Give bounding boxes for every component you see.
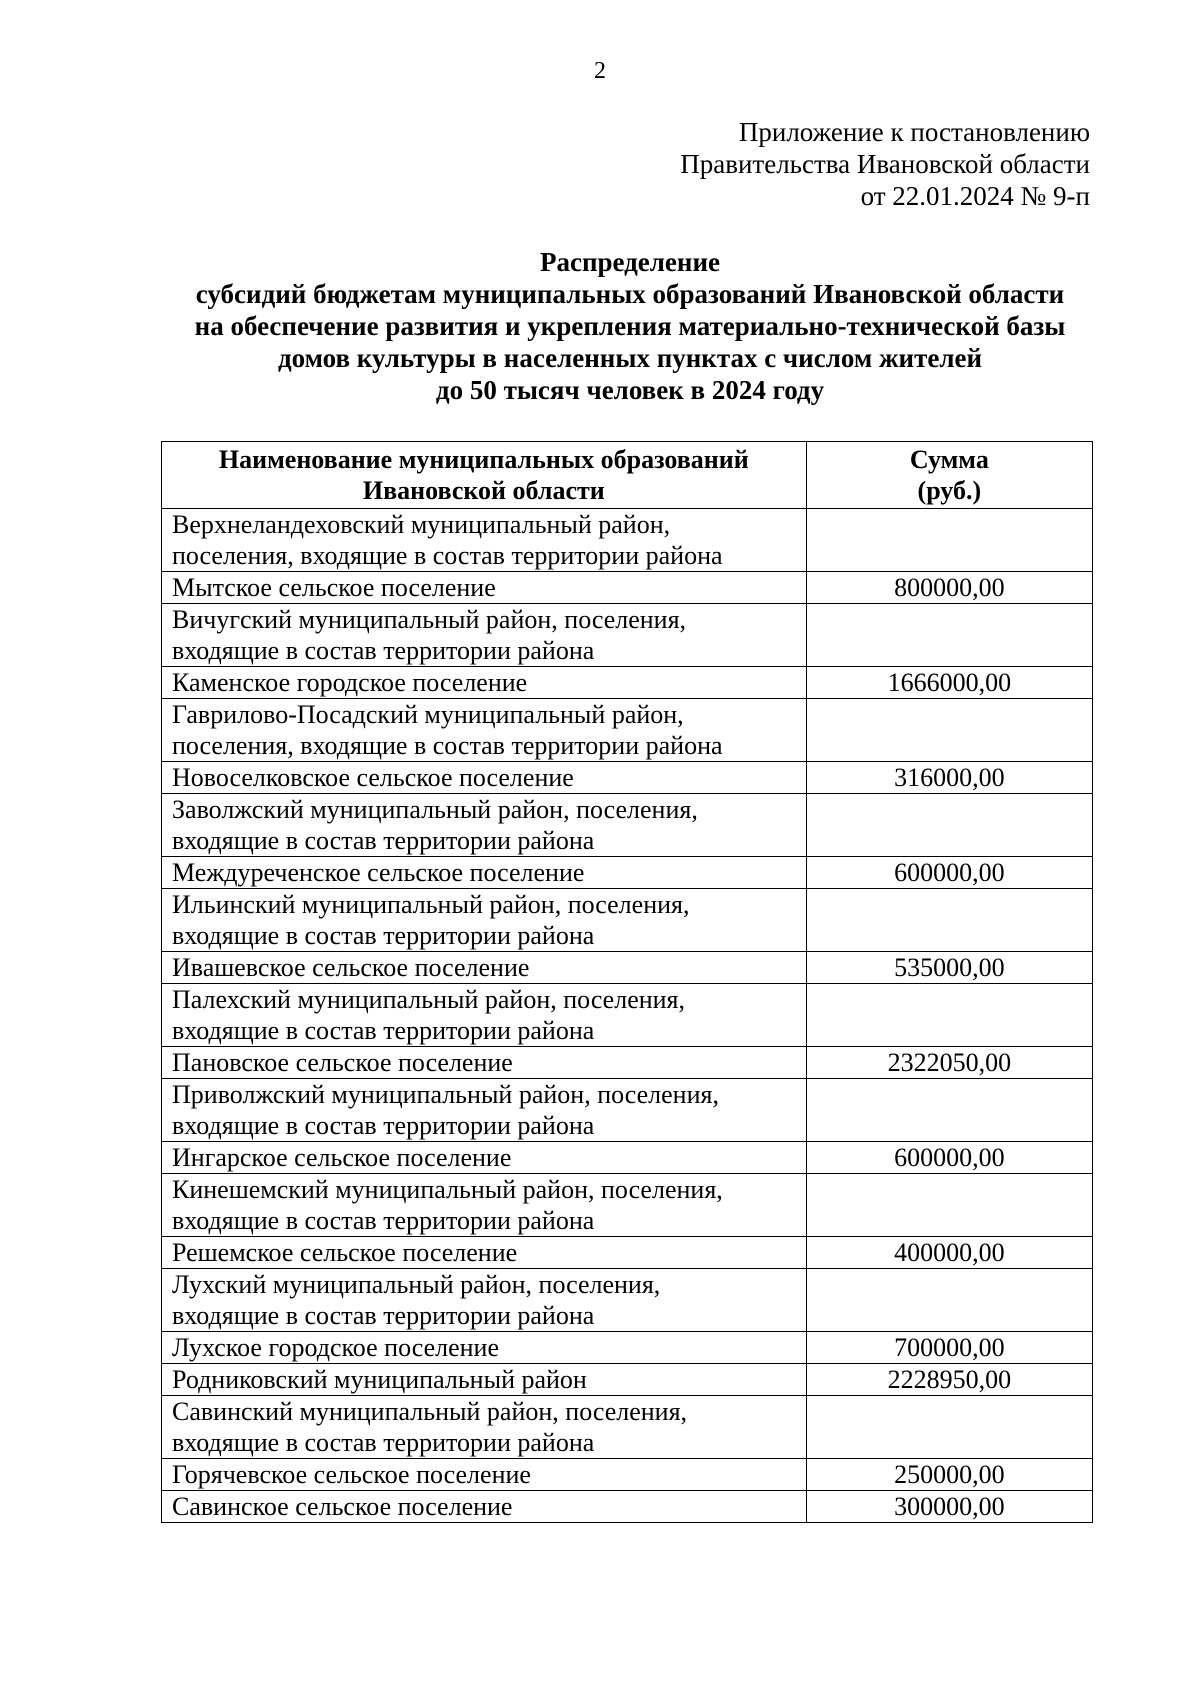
municipality-name-line: входящие в состав территории района: [172, 1301, 595, 1330]
distribution-table: [161, 441, 1093, 1523]
title-line: субсидий бюджетам муниципальных образований Ивановской области: [195, 279, 1065, 309]
municipality-name-cell: [162, 1269, 807, 1332]
table-row: [162, 1491, 1093, 1523]
amount-cell: 600000,00: [806, 1142, 1092, 1174]
municipality-name-cell: [162, 667, 807, 699]
municipality-name-line: Верхнеландеховский муниципальный район,: [172, 510, 671, 539]
header-name-cell: [162, 442, 807, 509]
table-row: [162, 572, 1093, 604]
table-row: [162, 984, 1093, 1047]
table-row: [162, 667, 1093, 699]
header-name-line: Ивановской области: [362, 476, 605, 505]
table-row: [162, 509, 1093, 572]
amount-cell: 250000,00: [806, 1459, 1092, 1491]
table-row: [162, 1174, 1093, 1237]
municipality-name-line: входящие в состав территории района: [172, 636, 595, 665]
amount-cell: [806, 699, 1092, 762]
municipality-name-cell: [162, 1047, 807, 1079]
municipality-name-line: входящие в состав территории района: [172, 826, 595, 855]
table-row: [162, 604, 1093, 667]
table-row: [162, 1364, 1093, 1396]
amount-cell: [806, 1269, 1092, 1332]
municipality-name-line: поселения, входящие в состав территории района: [172, 731, 723, 760]
municipality-name-line: Савинское сельское поселение: [172, 1492, 513, 1521]
amount-cell: [806, 604, 1092, 667]
amount-cell: 535000,00: [806, 952, 1092, 984]
table-row: [162, 952, 1093, 984]
table-row: [162, 857, 1093, 889]
municipality-name-cell: [162, 1079, 807, 1142]
municipality-name-line: входящие в состав территории района: [172, 1111, 595, 1140]
amount-cell: 300000,00: [806, 1491, 1092, 1523]
municipality-name-cell: [162, 1491, 807, 1523]
municipality-name-line: Кинешемский муниципальный район, поселения,: [172, 1175, 723, 1204]
municipality-name-line: Вичугский муниципальный район, поселения,: [172, 605, 687, 634]
amount-cell: 2228950,00: [806, 1364, 1092, 1396]
document-title: [0, 246, 1200, 406]
appendix-line: Приложение к постановлению: [738, 117, 1090, 147]
municipality-name-cell: [162, 1142, 807, 1174]
municipality-name-line: Междуреченское сельское поселение: [172, 858, 585, 887]
table-row: [162, 1332, 1093, 1364]
amount-cell: 400000,00: [806, 1237, 1092, 1269]
municipality-name-line: входящие в состав территории района: [172, 1428, 595, 1457]
amount-cell: [806, 984, 1092, 1047]
municipality-name-cell: [162, 889, 807, 952]
municipality-name-cell: [162, 1237, 807, 1269]
table-row: [162, 794, 1093, 857]
table-row: [162, 1459, 1093, 1491]
amount-cell: [806, 889, 1092, 952]
amount-cell: [806, 1396, 1092, 1459]
municipality-name-line: Заволжский муниципальный район, поселения,: [172, 795, 698, 824]
municipality-name-cell: [162, 857, 807, 889]
amount-cell: 600000,00: [806, 857, 1092, 889]
municipality-name-line: Ильинский муниципальный район, поселения,: [172, 890, 690, 919]
table-header-row: [162, 442, 1093, 509]
municipality-name-cell: [162, 1174, 807, 1237]
amount-cell: 2322050,00: [806, 1047, 1092, 1079]
municipality-name-line: Гаврилово-Посадский муниципальный район,: [172, 700, 684, 729]
municipality-name-cell: [162, 1459, 807, 1491]
header-sum-cell: [806, 442, 1092, 509]
appendix-line: Правительства Ивановской области: [680, 149, 1090, 179]
table-row: [162, 889, 1093, 952]
municipality-name-line: Ивашевское сельское поселение: [172, 953, 530, 982]
municipality-name-cell: [162, 1364, 807, 1396]
amount-cell: 700000,00: [806, 1332, 1092, 1364]
municipality-name-line: Мытское сельское поселение: [172, 573, 496, 602]
municipality-name-cell: [162, 604, 807, 667]
table-row: [162, 1396, 1093, 1459]
municipality-name-line: Савинский муниципальный район, поселения,: [172, 1397, 688, 1426]
municipality-name-cell: [162, 794, 807, 857]
amount-cell: [806, 509, 1092, 572]
amount-cell: 1666000,00: [806, 667, 1092, 699]
table-row: [162, 762, 1093, 794]
municipality-name-line: Решемское сельское поселение: [172, 1238, 518, 1267]
municipality-name-cell: [162, 572, 807, 604]
title-line: до 50 тысяч человек в 2024 году: [435, 375, 825, 405]
table-row: [162, 1142, 1093, 1174]
municipality-name-line: Лухский муниципальный район, поселения,: [172, 1270, 661, 1299]
title-line: домов культуры в населенных пунктах с числом жителей: [277, 343, 983, 373]
municipality-name-line: входящие в состав территории района: [172, 1206, 595, 1235]
title-line: Распределение: [539, 247, 721, 277]
municipality-name-line: Родниковский муниципальный район: [172, 1365, 587, 1394]
table-row: [162, 1047, 1093, 1079]
header-name-line: Наименование муниципальных образований: [218, 445, 749, 474]
page-number: 2: [594, 58, 606, 84]
municipality-name-line: Ингарское сельское поселение: [172, 1143, 512, 1172]
table-row: [162, 1237, 1093, 1269]
amount-cell: 800000,00: [806, 572, 1092, 604]
municipality-name-line: входящие в состав территории района: [172, 1016, 595, 1045]
municipality-name-cell: [162, 984, 807, 1047]
municipality-name-cell: [162, 509, 807, 572]
municipality-name-cell: [162, 1332, 807, 1364]
municipality-name-line: Горячевское сельское поселение: [172, 1460, 531, 1489]
table-row: [162, 1079, 1093, 1142]
table-row: [162, 1269, 1093, 1332]
municipality-name-line: поселения, входящие в состав территории района: [172, 541, 723, 570]
municipality-name-line: Приволжский муниципальный район, поселения,: [172, 1080, 719, 1109]
amount-cell: [806, 1174, 1092, 1237]
header-sum-line: (руб.): [917, 476, 982, 505]
municipality-name-line: Палехский муниципальный район, поселения,: [172, 985, 686, 1014]
appendix-line: от 22.01.2024 № 9-п: [860, 181, 1090, 211]
municipality-name-line: входящие в состав территории района: [172, 921, 595, 950]
title-line: на обеспечение развития и укрепления материально-технической базы: [194, 311, 1066, 341]
amount-cell: 316000,00: [806, 762, 1092, 794]
municipality-name-cell: [162, 762, 807, 794]
table-row: [162, 699, 1093, 762]
municipality-name-cell: [162, 1396, 807, 1459]
appendix-header: [680, 116, 1090, 212]
amount-cell: [806, 1079, 1092, 1142]
municipality-name-line: Новоселковское сельское поселение: [172, 763, 574, 792]
municipality-name-cell: [162, 699, 807, 762]
municipality-name-cell: [162, 952, 807, 984]
municipality-name-line: Лухское городское поселение: [172, 1333, 499, 1362]
municipality-name-line: Пановское сельское поселение: [172, 1048, 513, 1077]
header-sum-line: Сумма: [909, 445, 989, 474]
amount-cell: [806, 794, 1092, 857]
municipality-name-line: Каменское городское поселение: [172, 668, 528, 697]
table-body: [162, 509, 1093, 1523]
